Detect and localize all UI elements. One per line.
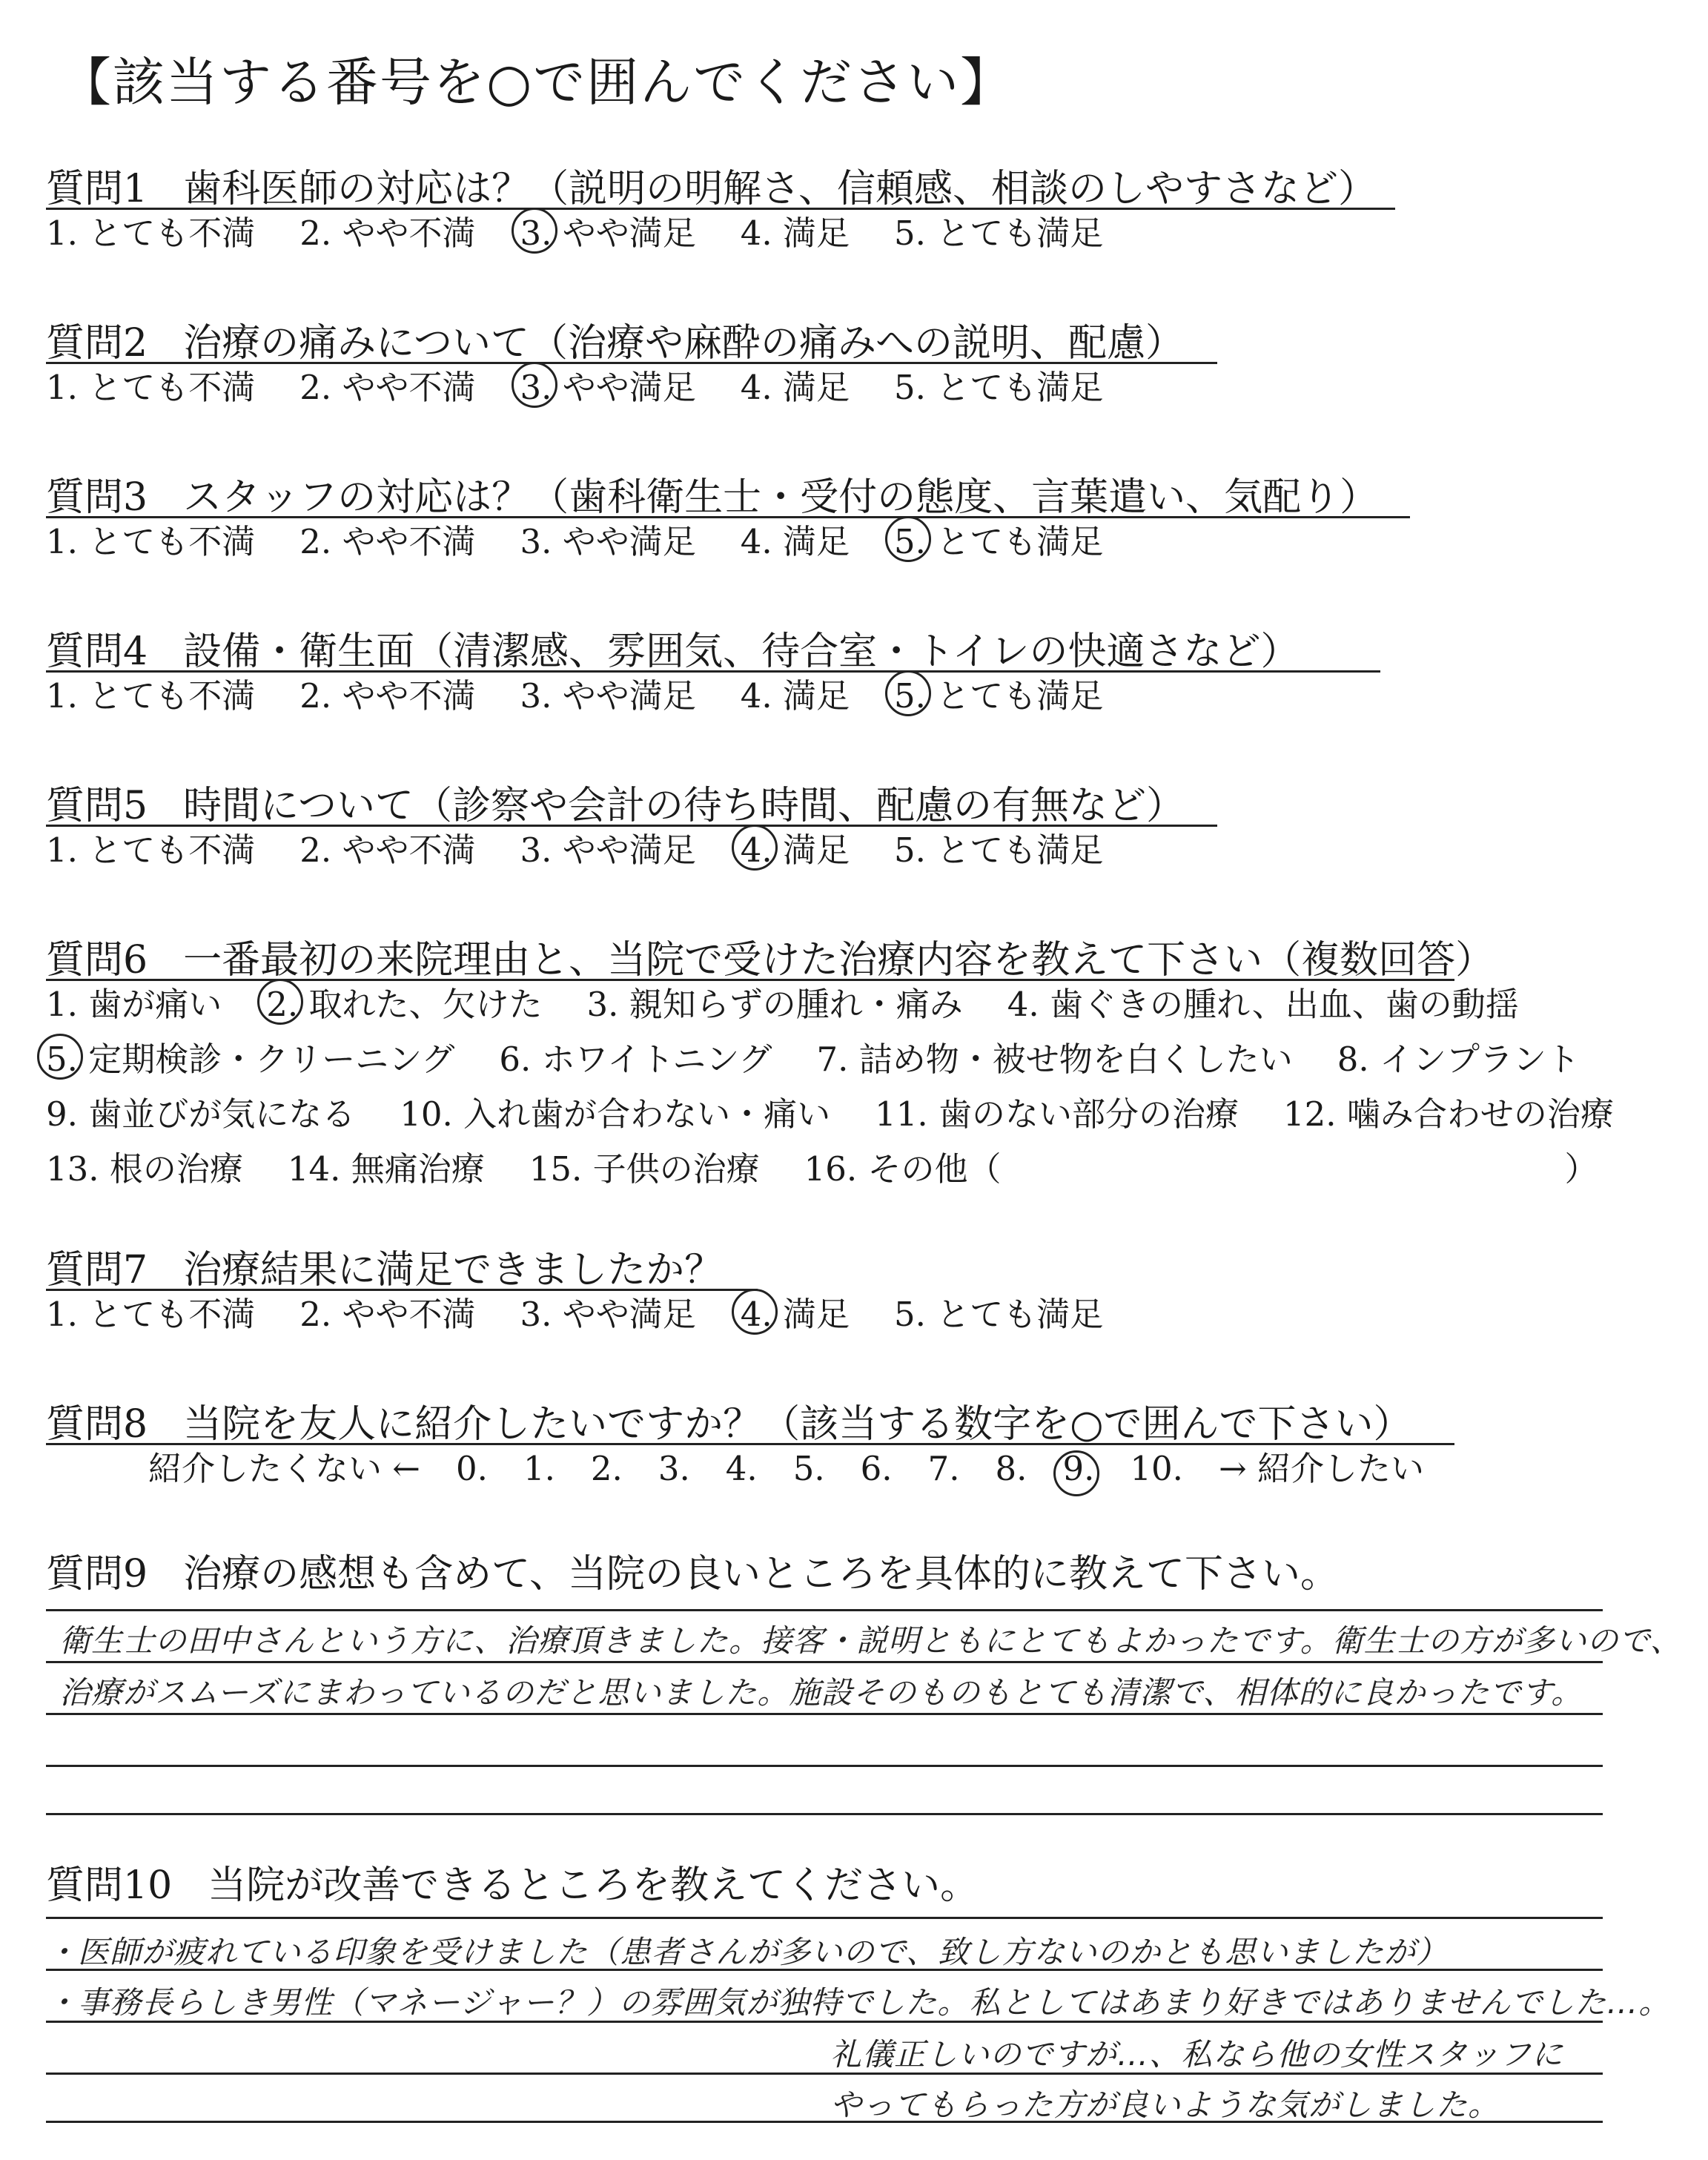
q8-number: 質問8	[46, 1402, 148, 1447]
q6-options-row-1	[46, 977, 1563, 1025]
q3-option-5[interactable]: 5. とても満足	[894, 515, 1103, 563]
q6-heading	[46, 928, 1494, 984]
q6-option[interactable]: 8. インプラント	[1337, 1040, 1580, 1079]
q10-heading	[46, 1854, 979, 1909]
q1-options	[46, 206, 1148, 254]
q2-option-2[interactable]: 2. やや不満	[299, 368, 476, 407]
q4-heading	[46, 620, 1300, 676]
q8-point[interactable]: 6.	[860, 1449, 893, 1488]
q2-number: 質問2	[46, 321, 148, 366]
q5-option-1[interactable]: 1. とても不満	[46, 830, 256, 870]
q3-option-3[interactable]: 3. やや満足	[520, 522, 696, 561]
q1-text: 歯科医師の対応は？（説明の明解さ、信頼感、相談のしやすさなど）	[183, 167, 1377, 211]
q5-heading	[46, 774, 1185, 830]
q6-option[interactable]: 3. 親知らずの腫れ・痛み	[586, 985, 963, 1024]
q7-option-2[interactable]: 2. やや不満	[299, 1295, 476, 1334]
q2-heading	[46, 311, 1184, 367]
q9-answer-line	[46, 1813, 1603, 1815]
q4-number: 質問4	[46, 630, 148, 674]
q7-option-3[interactable]: 3. やや満足	[520, 1295, 696, 1334]
q10-answer-text[interactable]: ・事務長らしき男性（マネージャー？）の雰囲気が独特でした。私としてはあまり好きではありませんでした…。	[46, 1984, 1671, 2021]
page-title: 【該当する番号を○で囲んでください】	[59, 52, 1014, 113]
q2-option-3[interactable]: 3. やや満足	[520, 360, 696, 409]
q7-option-5[interactable]: 5. とても満足	[894, 1295, 1104, 1334]
q9-heading	[46, 1542, 1339, 1598]
q10-text: 当院が改善できるところを教えてください。	[208, 1863, 979, 1908]
q10-answer-text[interactable]: ・医師が疲れている印象を受けました（患者さんが多いので、致し方ないのかとも思いましたが）	[46, 1934, 1449, 1970]
q3-option-2[interactable]: 2. やや不満	[299, 522, 476, 561]
q8-point[interactable]: 2.	[590, 1449, 623, 1488]
q8-point[interactable]: 9.	[1062, 1449, 1095, 1488]
q1-option-3[interactable]: 3. やや満足	[520, 206, 696, 254]
q5-option-4[interactable]: 4. 満足	[741, 823, 850, 871]
q6-option[interactable]: 14. 無痛治療	[287, 1149, 485, 1189]
q8-point[interactable]: 10.	[1130, 1449, 1183, 1488]
q8-point[interactable]: 7.	[927, 1449, 960, 1488]
q10-answer-text[interactable]: やってもらった方が良いような気がしました。	[830, 2087, 1500, 2123]
q9-answer-text[interactable]: 治療がスムーズにまわっているのだと思いました。施設そのものもとても清潔で、相体的に良かったです。	[59, 1674, 1583, 1711]
q10-answer-line	[46, 1917, 1603, 1919]
q1-heading	[46, 157, 1377, 213]
q3-heading	[46, 466, 1378, 521]
q6-option[interactable]: 7. 詰め物・被せ物を白くしたい	[816, 1040, 1293, 1079]
q6-option[interactable]: 10. 入れ歯が合わない・痛い	[400, 1094, 831, 1134]
q8-point[interactable]: 4.	[725, 1449, 758, 1488]
q2-option-4[interactable]: 4. 満足	[740, 368, 850, 407]
q6-option[interactable]: 2. 取れた、欠けた	[266, 977, 542, 1025]
q3-text: スタッフの対応は？（歯科衛生士・受付の態度、言葉遣い、気配り）	[183, 475, 1379, 520]
q3-options	[46, 515, 1148, 563]
q9-text: 治療の感想も含めて、当院の良いところを具体的に教えて下さい。	[183, 1552, 1340, 1596]
q4-option-1[interactable]: 1. とても不満	[46, 676, 256, 716]
q6-option[interactable]: 1. 歯が痛い	[46, 985, 222, 1024]
q6-option[interactable]: 11. 歯のない部分の治療	[875, 1094, 1239, 1134]
q1-option-4[interactable]: 4. 満足	[740, 214, 850, 253]
q6-option[interactable]: ）	[1564, 1149, 1598, 1189]
q6-option[interactable]: 13. 根の治療	[46, 1149, 243, 1189]
q6-number: 質問6	[46, 938, 148, 982]
q5-number: 質問5	[46, 784, 148, 828]
q4-option-5[interactable]: 5. とても満足	[894, 669, 1103, 717]
q5-option-2[interactable]: 2. やや不満	[299, 830, 476, 870]
q2-option-1[interactable]: 1. とても不満	[46, 368, 256, 407]
q6-options-row-4	[46, 1142, 1643, 1190]
q8-scale	[148, 1441, 1460, 1490]
q2-options	[46, 360, 1148, 409]
q8-point[interactable]: 1.	[523, 1449, 555, 1488]
q6-option[interactable]: 6. ホワイトニング	[499, 1040, 772, 1079]
q6-option[interactable]: 16. その他（	[804, 1149, 1002, 1189]
q6-option[interactable]: 5. 定期検診・クリーニング	[46, 1032, 454, 1080]
q10-answer-text[interactable]: 礼儀正しいのですが…、私なら他の女性スタッフに	[830, 2036, 1564, 2073]
q10-number: 質問10	[46, 1863, 173, 1908]
q5-text: 時間について（診察や会計の待ち時間、配慮の有無など）	[183, 784, 1185, 828]
q6-options-row-2	[46, 1032, 1624, 1080]
q5-option-3[interactable]: 3. やや満足	[520, 830, 696, 870]
q6-option[interactable]: 4. 歯ぐきの腫れ、出血、歯の動揺	[1007, 985, 1519, 1024]
q9-answer-line	[46, 1661, 1603, 1663]
q9-number: 質問9	[46, 1552, 148, 1596]
q9-answer-text[interactable]: 衛生士の田中さんという方に、治療頂きました。接客・説明ともにとてもよかったです。衛生士の方が多いので、	[59, 1622, 1682, 1659]
q9-answer-line	[46, 1765, 1603, 1767]
q7-heading	[46, 1238, 723, 1294]
q1-option-1[interactable]: 1. とても不満	[46, 214, 256, 253]
q3-option-1[interactable]: 1. とても不満	[46, 522, 256, 561]
q1-number: 質問1	[46, 167, 148, 211]
q5-options	[46, 823, 1148, 871]
q3-number: 質問3	[46, 475, 148, 520]
q8-point[interactable]: 0.	[456, 1449, 488, 1488]
q9-answer-line	[46, 1609, 1603, 1611]
q7-option-1[interactable]: 1. とても不満	[46, 1295, 256, 1334]
q4-option-3[interactable]: 3. やや満足	[520, 676, 696, 716]
q5-option-5[interactable]: 5. とても満足	[894, 830, 1104, 870]
q6-option[interactable]: 12. 噛み合わせの治療	[1283, 1094, 1614, 1134]
q4-text: 設備・衛生面（清潔感、雰囲気、待合室・トイレの快適さなど）	[183, 630, 1300, 674]
q4-options	[46, 669, 1148, 717]
q8-point[interactable]: 5.	[792, 1449, 825, 1488]
q2-text: 治療の痛みについて（治療や麻酔の痛みへの説明、配慮）	[183, 321, 1185, 366]
q8-point[interactable]: 8.	[995, 1449, 1027, 1488]
q3-option-4[interactable]: 4. 満足	[740, 522, 850, 561]
q8-heading	[46, 1393, 1411, 1448]
q1-option-2[interactable]: 2. やや不満	[299, 214, 476, 253]
q6-option[interactable]: 9. 歯並びが気になる	[46, 1094, 356, 1134]
q4-option-2[interactable]: 2. やや不満	[299, 676, 476, 716]
q6-option[interactable]: 15. 子供の治療	[529, 1149, 760, 1189]
q7-option-4[interactable]: 4. 満足	[741, 1287, 850, 1335]
q6-text: 一番最初の来院理由と、当院で受けた治療内容を教えて下さい（複数回答）	[183, 938, 1494, 982]
q8-text: 当院を友人に紹介したいですか？（該当する数字を○で囲んで下さい）	[183, 1402, 1412, 1447]
q1-option-5[interactable]: 5. とても満足	[894, 214, 1104, 253]
q2-option-5[interactable]: 5. とても満足	[894, 368, 1104, 407]
q8-point[interactable]: 3.	[658, 1449, 690, 1488]
q8-left-label: 紹介したくない ←	[148, 1449, 421, 1488]
q6-options-row-3	[46, 1087, 1658, 1135]
q7-number: 質問7	[46, 1248, 148, 1292]
q7-text: 治療結果に満足できましたか？	[183, 1248, 724, 1292]
q4-option-4[interactable]: 4. 満足	[740, 676, 850, 716]
q9-answer-line	[46, 1713, 1603, 1715]
q7-options	[46, 1287, 1148, 1335]
q8-right-label: → 紹介したい	[1218, 1449, 1424, 1488]
